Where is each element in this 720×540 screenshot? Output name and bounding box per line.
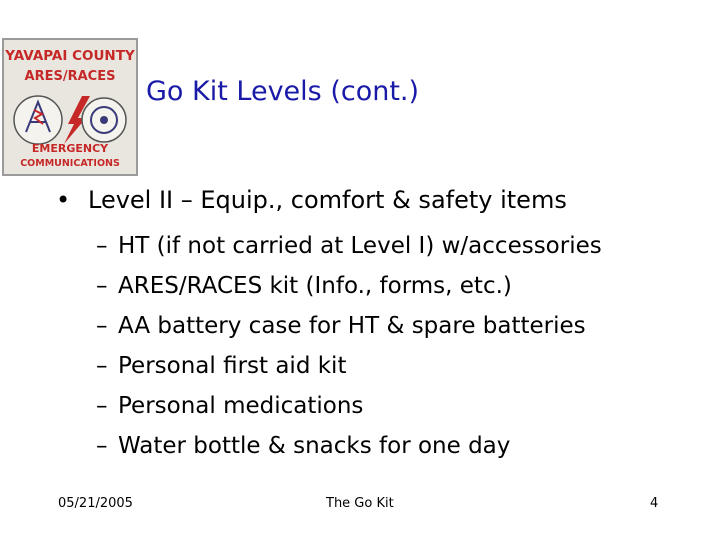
sub-bullet-item	[96, 390, 602, 430]
sub-bullet-text: Personal medications	[118, 393, 364, 419]
right-emblem-icon	[82, 98, 126, 142]
logo-line-2: ARES/RACES	[24, 69, 116, 84]
sub-bullet-text: Personal first aid kit	[118, 353, 347, 379]
dash-marker: –	[96, 273, 108, 299]
sub-bullet-item	[96, 430, 602, 470]
sub-bullet-item	[96, 270, 602, 310]
sub-bullet-list	[96, 230, 602, 470]
dash-marker: –	[96, 353, 108, 379]
dash-marker: –	[96, 393, 108, 419]
logo-line-1: YAVAPAI COUNTY	[5, 48, 135, 64]
sub-bullet-item	[96, 310, 602, 350]
sub-bullet-text: ARES/RACES kit (Info., forms, etc.)	[118, 273, 512, 299]
bullet-marker: •	[56, 186, 71, 214]
left-emblem-icon	[14, 96, 62, 144]
bullet-text: Level II – Equip., comfort & safety items	[88, 186, 567, 214]
sub-bullet-text: AA battery case for HT & spare batteries	[118, 313, 586, 339]
logo-line-4: COMMUNICATIONS	[20, 158, 120, 169]
sub-bullet-text: Water bottle & snacks for one day	[118, 433, 511, 459]
footer-page-number: 4	[650, 496, 659, 511]
slide-title: Go Kit Levels (cont.)	[146, 76, 420, 107]
dash-marker: –	[96, 313, 108, 339]
footer-date: 05/21/2005	[58, 496, 133, 511]
sub-bullet-text: HT (if not carried at Level I) w/accessories	[118, 233, 602, 259]
ares-races-logo	[2, 38, 138, 176]
sub-bullet-item	[96, 230, 602, 270]
dash-marker: –	[96, 433, 108, 459]
sub-bullet-item	[96, 350, 602, 390]
logo-line-3: EMERGENCY	[31, 142, 109, 155]
footer-title: The Go Kit	[326, 496, 394, 511]
bullet-item	[56, 186, 567, 214]
dash-marker: –	[96, 233, 108, 259]
